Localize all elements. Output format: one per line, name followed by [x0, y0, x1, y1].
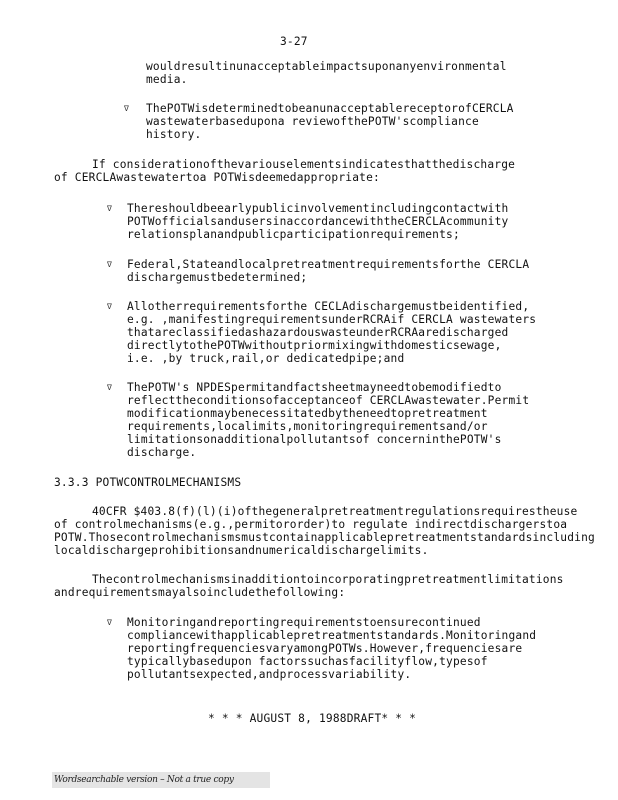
bullet-icon: ∇ — [107, 260, 113, 269]
bullet-line: limitationsonadditionalpollutantsof concerninthePOTW's — [127, 433, 502, 446]
paragraph-line: POTW.Thosecontrolmechanismsmustcontainapplicablepretreatmentstandardsincluding — [54, 531, 595, 544]
bullet-line: reflecttheconditionsofacceptanceof CERCLAwastewater.Permit — [127, 394, 530, 407]
paragraph-line: localdischargeprohibitionsandnumericaldischargelimits. — [54, 544, 429, 557]
bullet-line: ThePOTWisdeterminedtobeanunacceptablereceptorofCERCLA — [146, 102, 514, 115]
bullet-line: Allotherrequirementsforthe CECLAdischargemustbeidentified, — [127, 300, 530, 313]
bullet-line: directlytothePOTWwithoutpriormixingwithdomesticsewage, — [127, 339, 502, 352]
paragraph-line: Thecontrolmechanismsinadditiontoincorporatingpretreatmentlimitations — [92, 573, 564, 586]
bullet-line: typicallybasedupon factorssuchasfacilityflow,typesof — [127, 655, 488, 668]
bullet-line: requirements,localimits,monitoringrequirementsand/or — [127, 420, 488, 433]
bullet-line: Federal,Stateandlocalpretreatmentrequirementsforthe CERCLA — [127, 258, 530, 271]
paragraph-line: of CERCLAwastewatertoa POTWisdeemedappropriate: — [54, 171, 380, 184]
bullet-line: e.g. ,manifestingrequirementsunderRCRAif CERCLA wastewaters — [127, 313, 537, 326]
paragraph-line: 40CFR $403.8(f)(l)(i)ofthegeneralpretreatmentregulationsrequirestheuse — [92, 505, 578, 518]
bullet-line: reportingfrequenciesvaryamongPOTWs.However,frequenciesare — [127, 642, 523, 655]
bullet-line: discharge. — [127, 446, 197, 459]
paragraph-line: of controlmechanisms(e.g.,permitororder)to regulate indirectdischargerstoa — [54, 518, 568, 531]
bullet-line: POTWofficialsandusersinaccordancewiththeCERCLAcommunity — [127, 215, 509, 228]
bullet-icon: ∇ — [124, 104, 130, 113]
section-heading: 3.3.3 POTWCONTROLMECHANISMS — [54, 476, 242, 489]
bullet-line: relationsplanandpublicparticipationrequirements; — [127, 228, 460, 241]
continued-line: wouldresultinunacceptableimpactsuponanyenvironmental — [146, 60, 507, 73]
bullet-icon: ∇ — [107, 383, 113, 392]
paragraph-line: andrequirementsmayalsoincludethefollowing: — [54, 586, 346, 599]
bullet-line: Thereshouldbeearlypublicinvolvementincludingcontactwith — [127, 202, 509, 215]
bullet-line: Monitoringandreportingrequirementstoensurecontinued — [127, 616, 481, 629]
bullet-icon: ∇ — [107, 618, 113, 627]
continued-line: media. — [146, 73, 188, 86]
bullet-line: ThePOTW's NPDESpermitandfactsheetmayneedtobemodifiedto — [127, 381, 502, 394]
footer-watermark: Wordsearchable version – Not a true copy — [52, 772, 270, 788]
bullet-line: modificationmaybenecessitatedbytheneedtopretreatment — [127, 407, 488, 420]
bullet-line: pollutantsexpected,andprocessvariability. — [127, 668, 412, 681]
draft-notice: * * * AUGUST 8, 1988DRAFT* * * — [208, 712, 417, 725]
bullet-icon: ∇ — [107, 204, 113, 213]
bullet-icon: ∇ — [107, 302, 113, 311]
bullet-line: i.e. ,by truck,rail,or dedicatedpipe;and — [127, 352, 405, 365]
bullet-line: history. — [146, 128, 202, 141]
bullet-line: dischargemustbedetermined; — [127, 271, 308, 284]
bullet-line: thatareclassifiedashazardouswasteunderRCRAaredischarged — [127, 326, 509, 339]
page-number: 3-27 — [280, 35, 308, 48]
paragraph-line: If considerationofthevariouselementsindicatesthatthedischarge — [92, 158, 516, 171]
bullet-line: wastewaterbasedupona reviewofthePOTW'scompliance — [146, 115, 479, 128]
bullet-line: compliancewithapplicablepretreatmentstandards.Monitoringand — [127, 629, 537, 642]
